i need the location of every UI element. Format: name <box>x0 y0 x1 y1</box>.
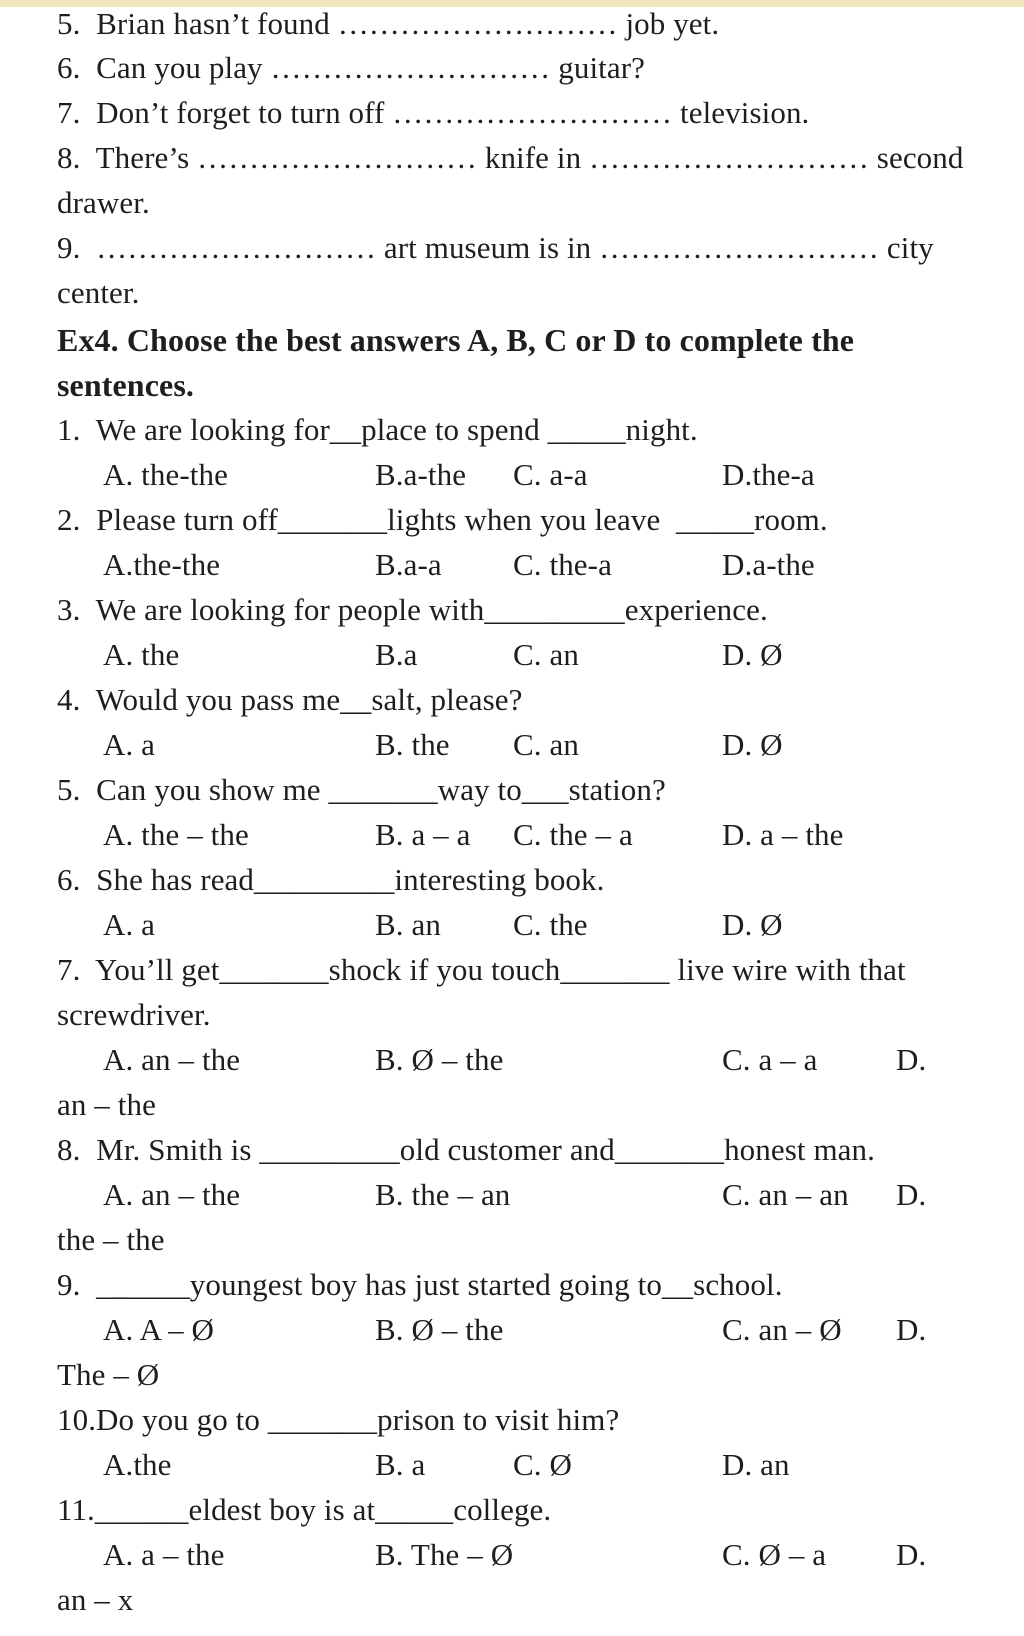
q11-option-b: B. The – Ø <box>375 1537 514 1572</box>
ex3-item-7: 7. Don’t forget to turn off ……………………… television. <box>57 95 810 130</box>
q1-option-d: D.the-a <box>722 457 815 492</box>
q11-option-d-cont: an – x <box>57 1582 134 1617</box>
q4-stem: 4. Would you pass me__salt, please? <box>57 682 523 717</box>
q5-option-b: B. a – a <box>375 817 471 852</box>
ex3-item-5: 5. Brian hasn’t found ……………………… job yet. <box>57 6 720 41</box>
q4-option-c: C. an <box>513 727 579 762</box>
q4-option-b: B. the <box>375 727 450 762</box>
q8-option-d-cont: the – the <box>57 1222 165 1257</box>
q2-option-c: C. the-a <box>513 547 612 582</box>
ex4-heading-cont: sentences. <box>57 367 194 403</box>
q8-option-a: A. an – the <box>103 1177 241 1212</box>
q7-stem-cont: screwdriver. <box>57 997 211 1032</box>
q7-option-b: B. Ø – the <box>375 1042 504 1077</box>
q9-option-b: B. Ø – the <box>375 1312 504 1347</box>
q2-option-b: B.a-a <box>375 547 442 582</box>
q9-option-d: D. <box>896 1312 927 1347</box>
q10-option-d: D. an <box>722 1447 790 1482</box>
q4-option-a: A. a <box>103 727 156 762</box>
ex4-heading: Ex4. Choose the best answers A, B, C or D to complete the <box>57 322 855 358</box>
q6-option-c: C. the <box>513 907 588 942</box>
q2-stem: 2. Please turn off_______lights when you leave _____room. <box>57 502 828 537</box>
ex3-item-8-cont: drawer. <box>57 185 150 220</box>
q10-option-c: C. Ø <box>513 1447 572 1482</box>
q8-option-d: D. <box>896 1177 927 1212</box>
q6-option-a: A. a <box>103 907 156 942</box>
q1-option-a: A. the-the <box>103 457 228 492</box>
q10-option-b: B. a <box>375 1447 426 1482</box>
q2-option-d: D.a-the <box>722 547 815 582</box>
q11-option-c: C. Ø – a <box>722 1537 827 1572</box>
q3-stem: 3. We are looking for people with_________experience. <box>57 592 768 627</box>
q5-option-a: A. the – the <box>103 817 249 852</box>
q6-stem: 6. She has read_________interesting book. <box>57 862 605 897</box>
q7-stem: 7. You’ll get_______shock if you touch_______ live wire with that <box>57 952 906 987</box>
ex3-item-9: 9. ……………………… art museum is in ……………………… city <box>57 230 934 265</box>
q9-option-a: A. A – Ø <box>103 1312 215 1347</box>
q9-option-c: C. an – Ø <box>722 1312 842 1347</box>
q10-option-a: A.the <box>103 1447 172 1482</box>
q1-option-c: C. a-a <box>513 457 588 492</box>
q9-option-d-cont: The – Ø <box>57 1357 160 1392</box>
q5-option-d: D. a – the <box>722 817 844 852</box>
q9-stem: 9. ______youngest boy has just started going to__school. <box>57 1267 783 1302</box>
q3-option-c: C. an <box>513 637 579 672</box>
ex3-item-6: 6. Can you play ……………………… guitar? <box>57 50 646 85</box>
q7-option-c: C. a – a <box>722 1042 818 1077</box>
q4-option-d: D. Ø <box>722 727 783 762</box>
q7-option-d-cont: an – the <box>57 1087 156 1122</box>
q11-stem: 11.______eldest boy is at_____college. <box>57 1492 552 1527</box>
q5-option-c: C. the – a <box>513 817 633 852</box>
q1-option-b: B.a-the <box>375 457 467 492</box>
ex3-item-9-cont: center. <box>57 275 140 310</box>
q11-option-a: A. a – the <box>103 1537 225 1572</box>
q6-option-d: D. Ø <box>722 907 783 942</box>
q3-option-d: D. Ø <box>722 637 783 672</box>
q3-option-a: A. the <box>103 637 180 672</box>
q10-stem: 10.Do you go to _______prison to visit him? <box>57 1402 620 1437</box>
q8-option-c: C. an – an <box>722 1177 849 1212</box>
q11-option-d: D. <box>896 1537 927 1572</box>
q8-option-b: B. the – an <box>375 1177 511 1212</box>
q8-stem: 8. Mr. Smith is _________old customer and_______honest man. <box>57 1132 875 1167</box>
q6-option-b: B. an <box>375 907 441 942</box>
q2-option-a: A.the-the <box>103 547 221 582</box>
q7-option-a: A. an – the <box>103 1042 241 1077</box>
q3-option-b: B.a <box>375 637 418 672</box>
ex3-item-8: 8. There’s ……………………… knife in ……………………… second <box>57 140 964 175</box>
q7-option-d: D. <box>896 1042 927 1077</box>
q1-stem: 1. We are looking for__place to spend _____night. <box>57 412 698 447</box>
q5-stem: 5. Can you show me _______way to___station? <box>57 772 666 807</box>
